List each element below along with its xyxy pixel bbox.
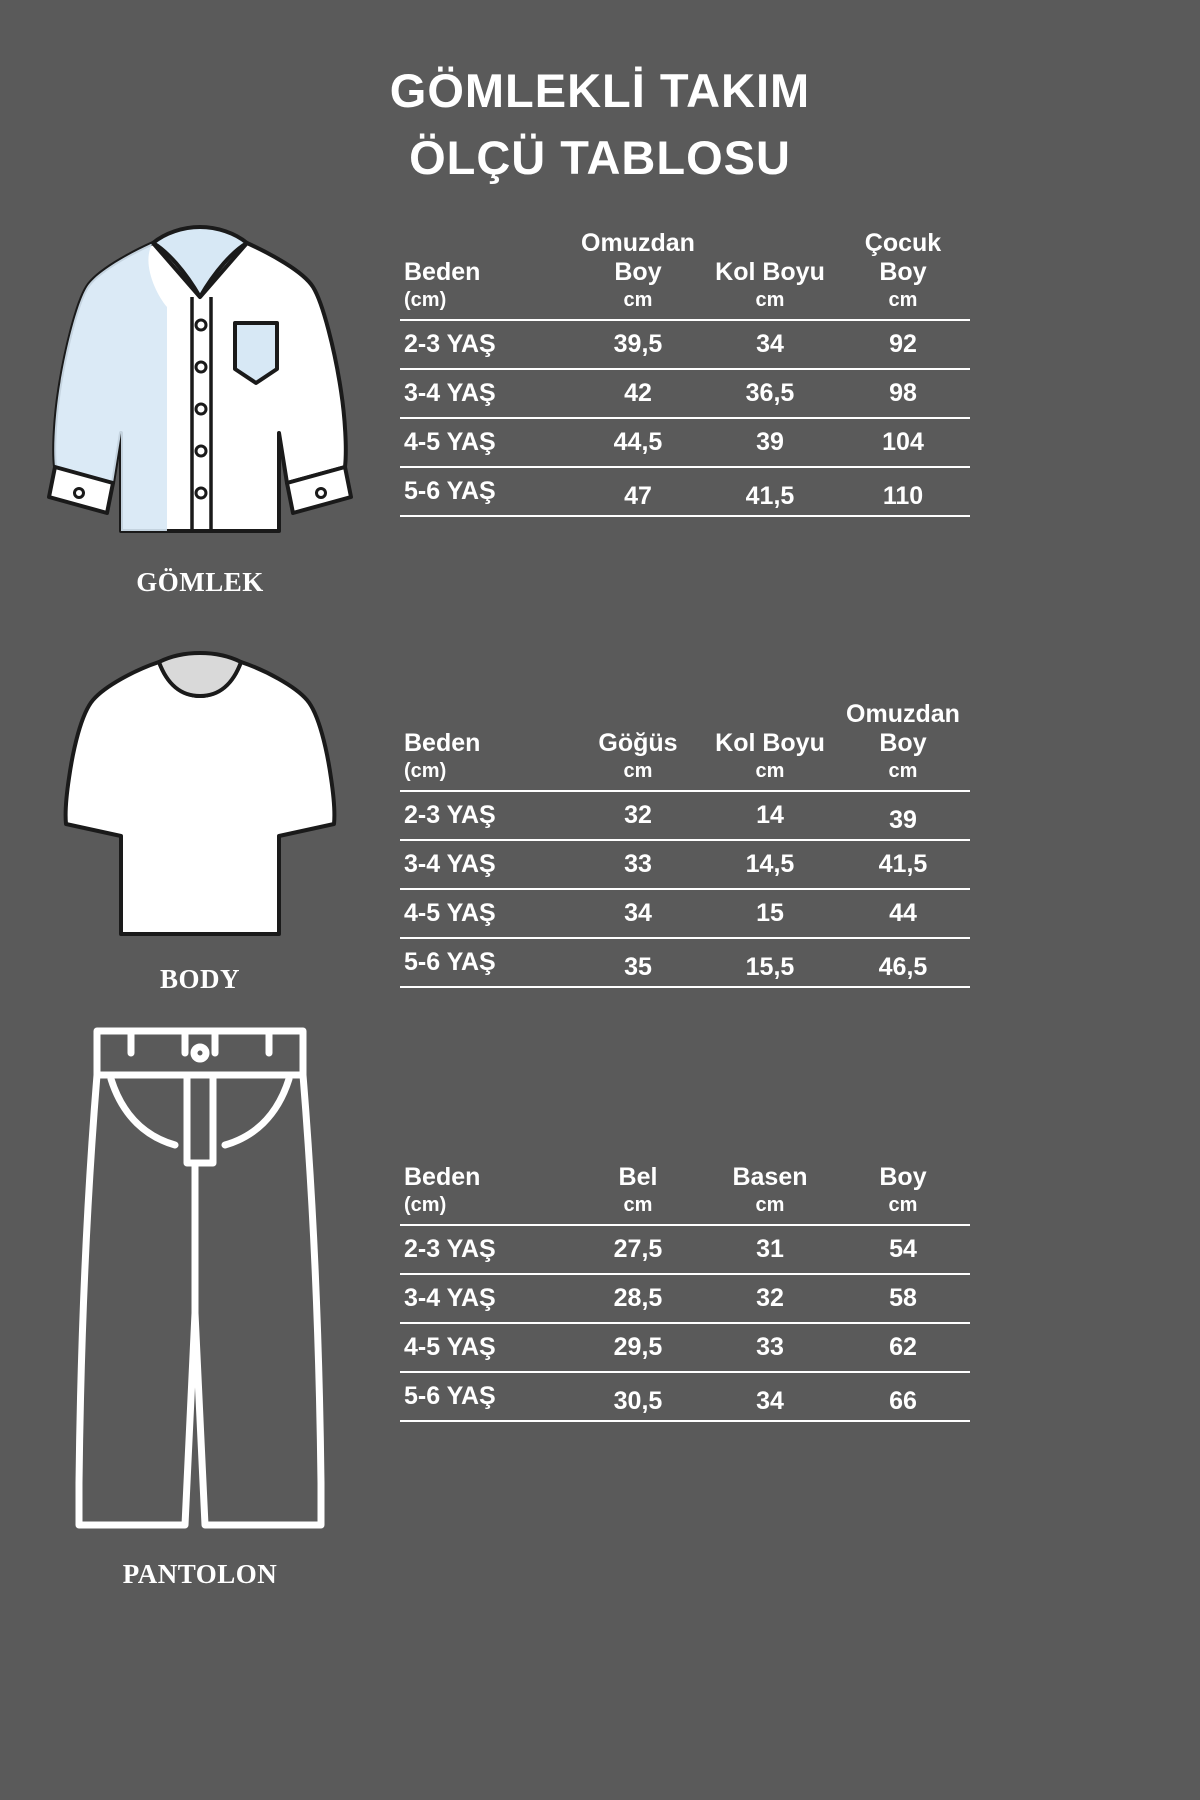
cell-value: 41,5 [836,840,970,889]
cell-size: 5-6 YAŞ [400,938,572,987]
column-header-kol-boyu-unit: cm [755,289,785,312]
cell-value: 42 [572,369,704,418]
shirt-figure [0,201,400,598]
cell-size: 2-3 YAŞ [400,791,572,840]
cell-value: 104 [836,418,970,467]
cell-size: 4-5 YAŞ [400,889,572,938]
cell-value: 46,5 [836,943,970,992]
tshirt-illustration [35,638,365,958]
cell-size: 3-4 YAŞ [400,840,572,889]
column-header-beden [400,1163,572,1224]
table-row [400,889,970,938]
cell-value: 34 [704,1377,836,1426]
page-title-line-2: ÖLÇÜ TABLOSU [409,130,791,184]
table-row [400,791,970,840]
cell-value: 62 [836,1323,970,1372]
table-header-row [400,1163,970,1224]
column-header-beden-label: Beden [404,1163,481,1192]
column-header-kol-boyu [704,700,836,790]
column-header-beden-label: Beden [404,729,481,758]
column-header-gogus-unit: cm [623,760,653,783]
cell-value: 110 [836,472,970,521]
column-header-gogus [572,700,704,790]
column-header-bel [572,1163,704,1224]
cell-size: 3-4 YAŞ [400,369,572,418]
column-header-omuzdan-boy-label: Omuzdan Boy [581,229,695,287]
cell-value: 14 [704,791,836,840]
cell-value: 41,5 [704,472,836,521]
section-shirt [0,201,1200,598]
column-header-kol-boyu [704,229,836,319]
cell-value: 44,5 [572,418,704,467]
column-header-cocuk-boy-unit: cm [888,289,918,312]
cell-value: 66 [836,1377,970,1426]
column-header-beden [400,700,572,790]
cell-value: 27,5 [572,1225,704,1274]
cell-value: 29,5 [572,1323,704,1372]
body-table-container [400,638,1200,987]
column-header-beden-unit: (cm) [404,760,447,783]
table-row [400,1372,970,1421]
cell-value: 15,5 [704,943,836,992]
cell-size: 5-6 YAŞ [400,467,572,516]
cell-value: 47 [572,472,704,521]
pants-figure [0,1013,400,1590]
column-header-bel-label: Bel [618,1163,658,1192]
table-row [400,840,970,889]
table-row [400,1274,970,1323]
table-row [400,938,970,987]
section-pants [0,1013,1200,1590]
table-row [400,369,970,418]
cell-value: 39 [836,796,970,845]
column-header-cocuk-boy [836,229,970,319]
cell-size: 3-4 YAŞ [400,1274,572,1323]
cell-value: 28,5 [572,1274,704,1323]
cell-value: 39,5 [572,320,704,369]
cell-size: 4-5 YAŞ [400,1323,572,1372]
pants-size-table [400,1163,970,1421]
cell-value: 92 [836,320,970,369]
cell-value: 34 [704,320,836,369]
cell-size: 4-5 YAŞ [400,418,572,467]
column-header-beden-unit: (cm) [404,289,447,312]
table-row [400,1323,970,1372]
column-header-boy [836,1163,970,1224]
cell-value: 34 [572,889,704,938]
column-header-omuzdan-boy [572,229,704,319]
cell-value: 39 [704,418,836,467]
tshirt-figure [0,638,400,995]
shirt-illustration [35,201,365,561]
pants-table-container [400,1013,1200,1421]
cell-value: 54 [836,1225,970,1274]
column-header-kol-boyu-label: Kol Boyu [715,258,825,287]
cell-value: 36,5 [704,369,836,418]
shirt-table-container [400,201,1200,516]
column-header-boy-unit: cm [888,1194,918,1217]
shirt-size-table [400,229,970,516]
cell-value: 98 [836,369,970,418]
column-header-bel-unit: cm [623,1194,653,1217]
pants-illustration [35,1013,365,1553]
column-header-gogus-label: Göğüs [598,729,678,758]
column-header-kol-boyu-unit: cm [755,760,785,783]
cell-value: 32 [704,1274,836,1323]
cell-value: 33 [704,1323,836,1372]
column-header-beden-unit: (cm) [404,1194,447,1217]
cell-value: 15 [704,889,836,938]
cell-size: 2-3 YAŞ [400,320,572,369]
table-row [400,320,970,369]
column-header-beden-label: Beden [404,258,481,287]
column-header-basen-label: Basen [732,1163,808,1192]
section-body [0,638,1200,995]
table-row [400,418,970,467]
column-header-beden [400,229,572,319]
page-title [0,0,1200,191]
column-header-omuzdan-boy [836,700,970,790]
cell-value: 58 [836,1274,970,1323]
cell-value: 44 [836,889,970,938]
table-row [400,1225,970,1274]
cell-value: 31 [704,1225,836,1274]
column-header-cocuk-boy-label: Çocuk Boy [864,229,942,287]
cell-size: 2-3 YAŞ [400,1225,572,1274]
table-header-row [400,229,970,319]
table-row [400,467,970,516]
column-header-kol-boyu-label: Kol Boyu [715,729,825,758]
cell-value: 33 [572,840,704,889]
page-title-line-1: GÖMLEKLİ TAKIM [389,64,811,117]
column-header-omuzdan-boy-label: Omuzdan Boy [846,700,960,758]
column-header-omuzdan-boy-unit: cm [623,289,653,312]
column-header-boy-label: Boy [879,1163,927,1192]
pants-caption: PANTOLON [122,1559,278,1590]
cell-value: 32 [572,791,704,840]
cell-value: 30,5 [572,1377,704,1426]
column-header-basen-unit: cm [755,1194,785,1217]
cell-size: 5-6 YAŞ [400,1372,572,1421]
column-header-basen [704,1163,836,1224]
table-header-row [400,700,970,790]
cell-value: 35 [572,943,704,992]
tshirt-caption: BODY [159,964,240,995]
body-size-table [400,700,970,987]
column-header-omuzdan-boy-unit: cm [888,760,918,783]
cell-value: 14,5 [704,840,836,889]
shirt-caption: GÖMLEK [136,567,264,598]
